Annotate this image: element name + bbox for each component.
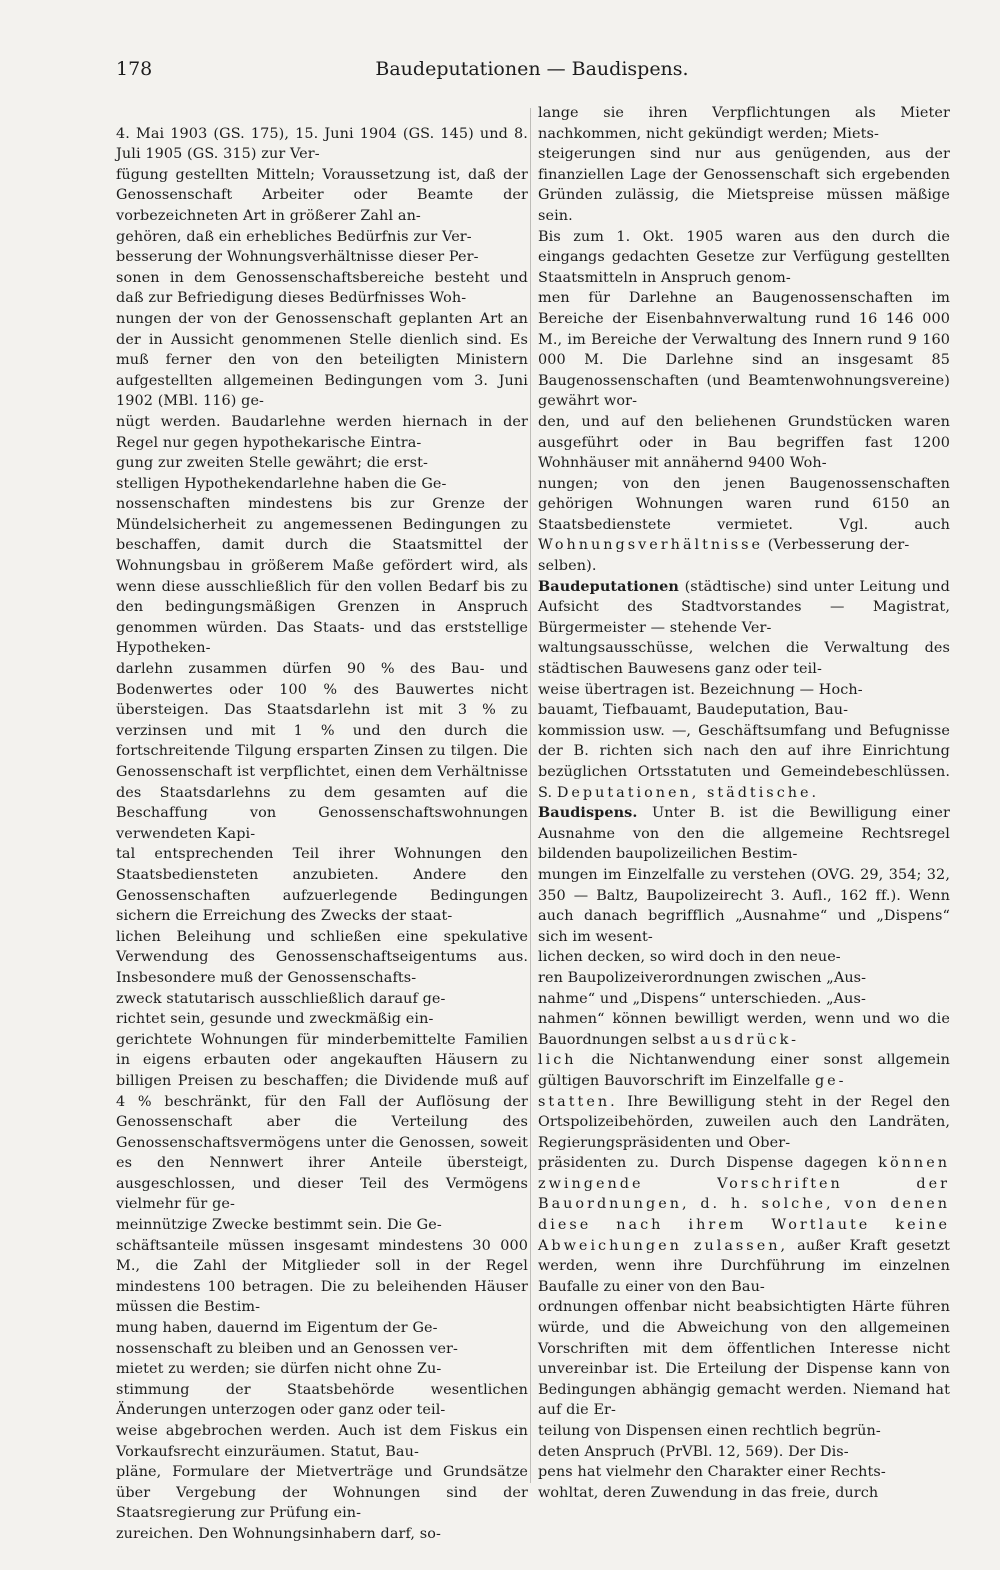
left-column (116, 103, 528, 1565)
entry-heading-baudispens: Baudispens. (538, 804, 638, 822)
column-divider (530, 108, 531, 1483)
paragraph-darlehne (538, 227, 950, 577)
paragraph-mieter (538, 103, 950, 227)
running-header (116, 58, 948, 88)
entry-baudispens-text-a: Unter B. ist die Bewilligung einer Ausnahme von den die allgemeine Rechtsregel bildenden baupolizeilichen Bestim- mungen im Einzelfalle zu verstehen (OVG. 29, 354; 32, 350 — Baltz, Baupolizeirecht 3. Aufl., 162 ff.). Wenn auch danach begrifflich „Ausnahme“ und „Dispens“ sich im wesent- lichen decken, so wird doch in den neue- ren Baupolizeiverordnungen zwischen „Aus- nahme“ und „Dispens“ unterschieden. „Aus- nahmen“ können bewilligt werden, wenn und wo die Bauordnungen selbst (538, 805, 950, 1048)
entry-baudeputationen (538, 577, 950, 804)
entry-heading-baudeputationen: Baudeputationen (538, 577, 679, 595)
paragraph-darlehne-text: Bis zum 1. Okt. 1905 waren aus den durch die eingangs gedachten Gesetze zur Verfügung gestellten Staatsmitteln in Anspruch genom- men für Darlehne an Baugenossenschaften im Bereiche der Eisenbahnverwaltung rund 16 146 000 M., im Bereiche der Verwaltung des Innern rund 9 160 000 M. Die Darlehne sind an insgesamt 85 Baugenossenschaften (und Beamtenwohnungsvereine) gewährt wor- den, und auf den beliehenen Grundstücken waren ausgeführt oder in Bau begriffen fast 1200 Wohnhäuser mit annähernd 9400 Woh- nungen; von den jenen Baugenossenschaften gehörigen Wohnungen waren rund 6150 an Staatsbedienstete vermietet. Vgl. auch (538, 228, 950, 533)
right-column (538, 103, 950, 1503)
cross-reference-deputationen: Deputationen, städtische. (556, 784, 820, 801)
emphasis-gestatten: ge- statten. (538, 1072, 847, 1110)
emphasis-ausdruecklich: ausdrück- lich (538, 1031, 800, 1069)
paragraph-darlehne-end: (Verbesserung der- selben). (538, 537, 910, 575)
entry-baudispens-text-b: die Nichtanwendung einer sonst allgemein gültigen Bauvorschrift im Einzelfalle (538, 1052, 950, 1089)
entry-baudeputationen-text: (städtische) sind unter Leitung und Aufsicht des Stadtvorstandes — Magistrat, Bürgermeister — stehende Ver- waltungsausschüsse, welchen die Verwaltung des städtischen Bauwesens ganz oder teil- weise übertragen ist. Bezeichnung — Hoch- bauamt, Tiefbauamt, Baudeputation, Bau- kommission usw. —, Geschäftsumfang und Befugnisse der B. richten sich nach den auf ihre Einrichtung bezüglichen Ortsstatuten und Gemeindebeschlüssen. S. (538, 578, 950, 801)
running-title: Baudeputationen — Baudispens. (375, 58, 689, 80)
entry-baudispens-text-d: außer Kraft gesetzt werden, wenn ihre Durchführung im einzelnen Baufalle zu einer von den Bau- ordnungen offenbar nicht beabsichtigten Härte führen würde, und die Abweichung von den allgemeinen Vorschriften mit dem öffentlichen Interesse nicht unvereinbar ist. Die Erteilung der Dispense kann von Bedingungen abhängig gemacht werden. Niemand hat auf die Er- teilung von Dispensen einen rechtlich begrün- deten Anspruch (PrVBl. 12, 569). Der Dis- pens hat vielmehr den Charakter einer Rechts- wohltat, deren Zuwendung in das freie, durch (538, 1237, 950, 1501)
left-column-text: 4. Mai 1903 (GS. 175), 15. Juni 1904 (GS. 145) und 8. Juli 1905 (GS. 315) zur Ver- fügung gestellten Mitteln; Voraussetzung ist, daß der Genossenschaft Arbeiter oder Beamte der vorbezeichneten Art in größerer Zahl an- gehören, daß ein erhebliches Bedürfnis zur Ver- besserung der Wohnungsverhältnisse dieser Per- sonen in dem Genossenschaftsbereiche besteht und daß zur Befriedigung dieses Bedürfnisses Woh- nungen der von der Genossenschaft geplanten Art an der in Aussicht genommenen Stelle dienlich sind. Es muß ferner den von den beteiligten Ministern aufgestellten allgemeinen Bedingungen vom 3. Juni 1902 (MBl. 116) ge- nügt werden. Baudarlehne werden hiernach in der Regel nur gegen hypothekarische Eintra- gung zur zweiten Stelle gewährt; die erst- stelligen Hypothekendarlehne haben die Ge- nossenschaften mindestens bis zur Grenze der Mündelsicherheit zu angemessenen Bedingungen zu beschaffen, damit durch die Staatsmittel der Wohnungsbau in größerem Maße gefördert wird, als wenn diese ausschließlich für den vollen Bedarf bis zu den bedingungsmäßigen Grenzen in Anspruch genommen würden. Das Staats- und das erststellige Hypotheken- darlehn zusammen dürfen 90 % des Bau- und Bodenwertes oder 100 % des Bauwertes nicht übersteigen. Das Staatsdarlehn ist mit 3 % zu verzinsen und mit 1 % und den durch die fortschreitende Tilgung ersparten Zinsen zu tilgen. Die Genossenschaft ist verpflichtet, einen dem Verhältnisse des Staatsdarlehns zu dem gesamten auf die Beschaffung von Genossenschaftswohnungen verwendeten Kapi- tal entsprechenden Teil ihrer Wohnungen den Staatsbediensteten anzubieten. Andere den Genossenschaften aufzuerlegende Bedingungen sichern die Erreichung des Zwecks der staat- lichen Beleihung und schließen eine spekulative Verwendung des Genossenschaftseigentums aus. Insbesondere muß der Genossenschafts- zweck statutarisch ausschließlich darauf ge- richtet sein, gesunde und zweckmäßig ein- gerichtete Wohnungen für minderbemittelte Familien in eigens erbauten oder angekauften Häusern zu billigen Preisen zu beschaffen; die Dividende muß auf 4 % beschränkt, für den Fall der Auflösung der Genossenschaft aber die Verteilung des Genossenschaftsvermögens unter die Genossen, soweit es den Nennwert ihrer Anteile übersteigt, ausgeschlossen, und dieser Teil des Vermögens vielmehr für ge- meinnützige Zwecke bestimmt sein. Die Ge- schäftsanteile müssen insgesamt mindestens 30 000 M., die Zahl der Mitglieder soll in der Regel mindestens 100 betragen. Die zu beleihenden Häuser müssen die Bestim- mung haben, dauernd im Eigentum der Ge- nossenschaft zu bleiben und an Genossen ver- mietet zu werden; sie dürfen nicht ohne Zu- stimmung der Staatsbehörde wesentlichen Änderungen unterzogen oder ganz oder teil- weise abgebrochen werden. Auch ist dem Fiskus ein Vorkaufsrecht einzuräumen. Statut, Bau- pläne, Formulare der Mietverträge und Grundsätze über Vergebung der Wohnungen sind der Staatsregierung zur Prüfung ein- zureichen. Den Wohnungsinhabern darf, so- (116, 125, 528, 1542)
entry-baudispens (538, 803, 950, 1503)
cross-reference-wohnungsverhaeltnisse: Wohnungsverhältnisse (538, 537, 764, 554)
entry-baudispens-text-c: Ihre Bewilligung steht in der Regel den Ortspolizeibehörden, zuweilen auch den Landräten, Regierungspräsidenten und Ober- präsidenten zu. Durch Dispense dagegen (538, 1093, 950, 1172)
page-number: 178 (116, 58, 153, 80)
paragraph-mieter-text: lange sie ihren Verpflichtungen als Mieter nachkommen, nicht gekündigt werden; Miets- steigerungen sind nur aus genügenden, aus der finanziellen Lage der Genossenschaft sich ergebenden Gründen zulässig, die Mietspreise müssen mäßige sein. (538, 105, 950, 224)
emphasis-zwingende-vorschriften: können zwingende Vorschriften der Bauordnungen, d. h. solche, von denen diese nach ihrem Wortlaute keine Abweichungen zulassen, (538, 1155, 950, 1254)
